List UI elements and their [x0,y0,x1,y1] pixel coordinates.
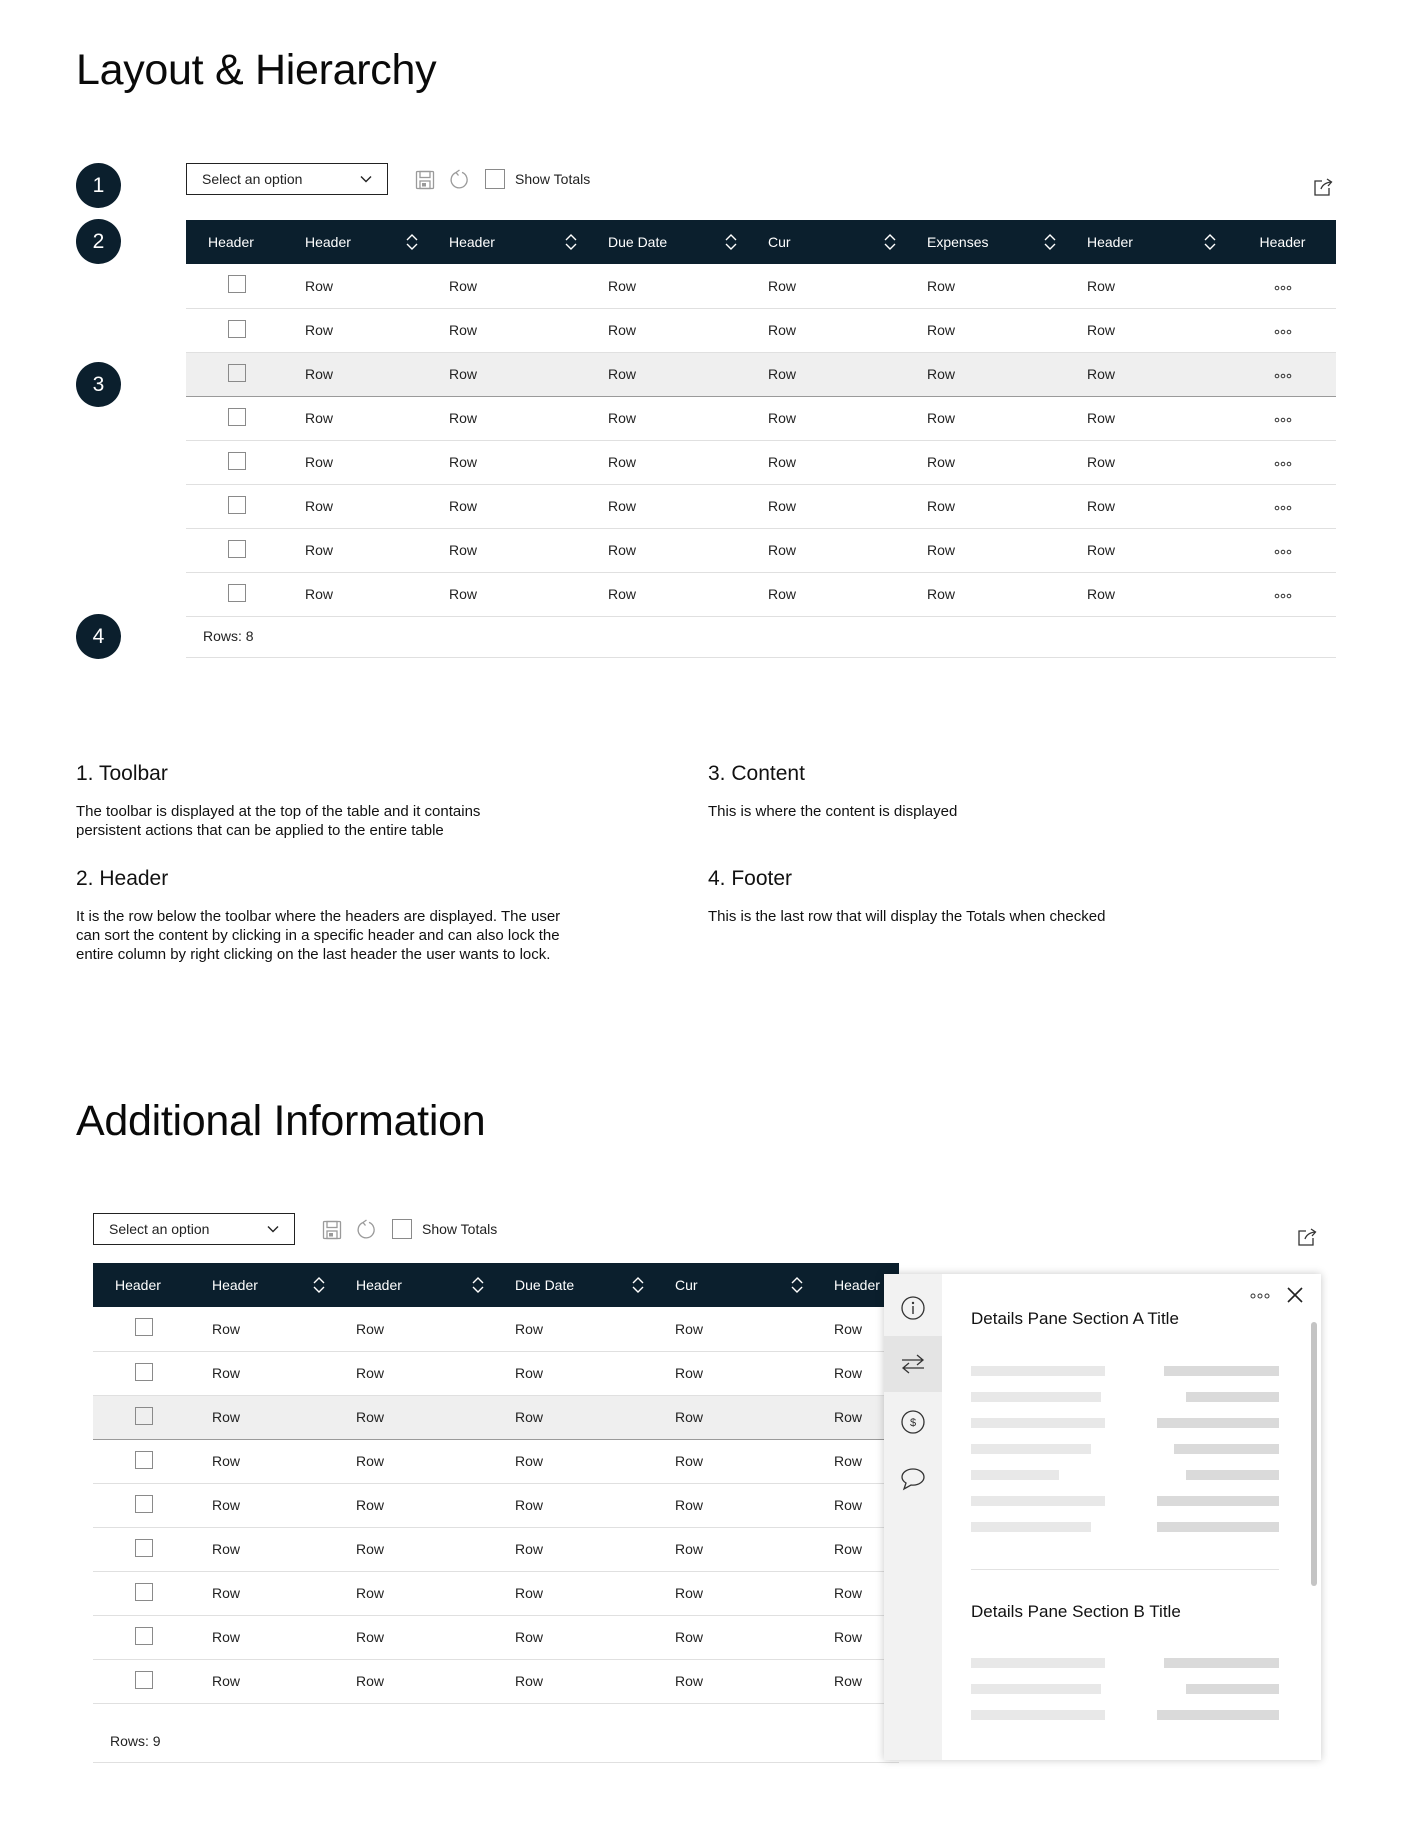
more-options-icon[interactable] [1274,373,1292,379]
table-row[interactable] [93,1615,899,1659]
table-cell: Row [497,1483,657,1527]
table-cell: Row [338,1351,497,1395]
row-checkbox[interactable] [228,408,246,426]
description-body: This is the last row that will display the Totals when checked [708,908,1106,925]
description-header [76,867,576,964]
table-body [93,1307,899,1703]
more-options-icon[interactable] [1274,285,1292,291]
sort-icon[interactable] [471,1275,485,1295]
info-icon [900,1295,926,1321]
sort-icon[interactable] [1043,232,1057,252]
option-select[interactable] [93,1213,295,1245]
row-actions-cell[interactable] [1229,528,1336,572]
table-cell: Row [816,1527,899,1571]
table-cell: Row [431,528,590,572]
table-row[interactable] [186,396,1336,440]
table-cell: Row [431,308,590,352]
select-value: Select an option [202,171,303,187]
table-cell: Row [194,1659,338,1703]
table-footer [186,614,1336,658]
table-cell: Row [750,308,909,352]
table-cell: Row [816,1571,899,1615]
step-badge-4: 4 [76,614,121,659]
table-cell: Row [497,1571,657,1615]
table-row[interactable] [93,1439,899,1483]
description-body: The toolbar is displayed at the top of the table and it contains persistent actions that can be applied to the entire table [76,803,481,839]
table-cell: Row [1069,308,1229,352]
table-cell: Row [750,264,909,308]
table-cell: Row [909,396,1069,440]
table-cell: Row [1069,264,1229,308]
table-cell: Row [590,528,750,572]
table-cell: Row [497,1615,657,1659]
table-cell: Row [194,1439,338,1483]
table-cell: Row [657,1439,816,1483]
description-body: This is where the content is displayed [708,803,958,820]
table-cell: Row [287,528,431,572]
table-cell: Row [287,396,431,440]
description-body: It is the row below the toolbar where the headers are displayed. The user can sort the content by clicking in a specific header and can also lock the entire column by right clicking on the last header the user wants to lock. [76,908,561,963]
step-badge-2: 2 [76,219,121,264]
row-checkbox[interactable] [135,1407,153,1425]
row-actions-cell[interactable] [1229,572,1336,616]
save-icon[interactable] [414,169,436,191]
row-checkbox[interactable] [228,275,246,293]
table-cell: Row [1069,572,1229,616]
table-header-row [93,1263,899,1307]
section-divider [971,1569,1279,1570]
row-checkbox[interactable] [135,1627,153,1645]
table-row[interactable] [93,1571,899,1615]
more-options-icon[interactable] [1250,1292,1270,1300]
chevron-down-icon [360,175,372,183]
row-select-cell [93,1615,194,1659]
row-checkbox[interactable] [228,540,246,558]
table-row[interactable] [186,484,1336,528]
table-row[interactable] [186,572,1336,616]
table-cell: Row [590,396,750,440]
column-header[interactable]: Header [816,1263,899,1307]
rail-swap-button[interactable] [884,1336,942,1392]
row-select-cell [93,1659,194,1703]
table-cell: Row [194,1483,338,1527]
row-actions-cell[interactable] [1229,308,1336,352]
description-toolbar [76,762,576,840]
table-cell: Row [909,572,1069,616]
table-cell: Row [338,1659,497,1703]
table-cell: Row [338,1571,497,1615]
table-row[interactable] [186,264,1336,308]
table-cell: Row [657,1307,816,1351]
sort-icon[interactable] [1203,232,1217,252]
show-totals-label: Show Totals [515,171,591,187]
column-header[interactable]: Expenses [909,220,1069,264]
table-row[interactable] [93,1527,899,1571]
table-row[interactable] [186,440,1336,484]
table-cell: Row [194,1615,338,1659]
table-footer [93,1719,899,1763]
column-header[interactable]: Due Date [590,220,750,264]
table-row[interactable] [186,308,1336,352]
table-cell: Row [431,352,590,396]
table-cell: Row [909,264,1069,308]
refresh-icon[interactable] [448,169,470,191]
more-options-icon[interactable] [1274,549,1292,555]
pane-scrollbar[interactable] [1311,1322,1317,1586]
description-title: 2. Header [76,867,169,890]
step-badge-1: 1 [76,163,121,208]
table-cell: Row [194,1395,338,1439]
chevron-down-icon [267,1225,279,1233]
description-title: 4. Footer [708,867,793,890]
table-cell: Row [909,352,1069,396]
sort-icon[interactable] [312,1275,326,1295]
description-title: 3. Content [708,762,805,785]
row-checkbox[interactable] [135,1318,153,1336]
row-select-cell [93,1395,194,1439]
row-checkbox[interactable] [135,1451,153,1469]
row-checkbox[interactable] [228,584,246,602]
table-cell: Row [816,1483,899,1527]
select-value: Select an option [109,1221,210,1237]
table-cell: Row [431,440,590,484]
row-actions-cell[interactable] [1229,396,1336,440]
comment-icon [899,1466,927,1492]
table-cell: Row [287,484,431,528]
row-select-cell [93,1571,194,1615]
more-options-icon[interactable] [1274,461,1292,467]
column-header[interactable]: Header [93,1263,194,1307]
table-cell: Row [338,1527,497,1571]
row-select-cell [93,1307,194,1351]
table-cell: Row [590,308,750,352]
table-cell: Row [497,1439,657,1483]
row-select-cell [186,264,287,308]
row-actions-cell[interactable] [1229,484,1336,528]
column-header[interactable]: Cur [657,1263,816,1307]
table-cell: Row [750,440,909,484]
more-options-icon[interactable] [1274,505,1292,511]
table-cell: Row [497,1659,657,1703]
table-cell: Row [287,308,431,352]
row-count: Rows: 9 [110,1732,161,1749]
table-cell: Row [431,572,590,616]
table-header-row [186,220,1336,264]
table-cell: Row [657,1395,816,1439]
column-header[interactable]: Header [186,220,287,264]
table-cell: Row [590,264,750,308]
table-cell: Row [816,1395,899,1439]
table-cell: Row [338,1483,497,1527]
row-select-cell [186,484,287,528]
table-row[interactable] [186,528,1336,572]
refresh-icon[interactable] [355,1219,377,1241]
table-cell: Row [431,484,590,528]
row-select-cell [186,440,287,484]
row-checkbox[interactable] [135,1363,153,1381]
page-title: Layout & Hierarchy [76,46,437,94]
rail-info-button[interactable] [884,1280,942,1336]
row-actions-cell[interactable] [1229,440,1336,484]
table-cell: Row [431,396,590,440]
table-cell: Row [497,1527,657,1571]
table-cell: Row [750,572,909,616]
row-select-cell [93,1351,194,1395]
column-header[interactable]: Header [431,220,590,264]
section-title: Additional Information [76,1097,486,1145]
table-row[interactable] [93,1307,899,1351]
row-checkbox[interactable] [135,1495,153,1513]
description-footer [708,867,1208,926]
table-cell: Row [750,352,909,396]
table-cell: Row [194,1351,338,1395]
table-cell: Row [497,1351,657,1395]
sort-icon[interactable] [631,1275,645,1295]
table-cell: Row [497,1395,657,1439]
more-options-icon[interactable] [1274,593,1292,599]
row-checkbox[interactable] [228,320,246,338]
show-totals-toggle[interactable] [485,169,590,189]
table-cell: Row [338,1395,497,1439]
sort-icon[interactable] [405,232,419,252]
sort-icon[interactable] [724,232,738,252]
sort-icon[interactable] [564,232,578,252]
table-cell: Row [497,1307,657,1351]
table-row[interactable] [186,352,1336,396]
table-cell: Row [1069,440,1229,484]
table-cell: Row [590,572,750,616]
row-select-cell [93,1439,194,1483]
row-select-cell [93,1483,194,1527]
row-actions-cell[interactable] [1229,264,1336,308]
table-cell: Row [816,1351,899,1395]
table-cell: Row [1069,352,1229,396]
row-checkbox[interactable] [228,364,246,382]
table-cell: Row [816,1615,899,1659]
row-checkbox[interactable] [228,496,246,514]
row-checkbox[interactable] [135,1539,153,1557]
table-cell: Row [1069,484,1229,528]
close-icon[interactable] [1284,1284,1306,1306]
option-select[interactable] [186,163,388,195]
table-cell: Row [750,396,909,440]
column-header[interactable]: Cur [750,220,909,264]
svg-text:$: $ [909,1417,917,1429]
table-cell: Row [338,1615,497,1659]
table-cell: Row [1069,396,1229,440]
data-table [93,1263,899,1704]
column-header[interactable]: Header [287,220,431,264]
table-cell: Row [909,308,1069,352]
table-cell: Row [194,1527,338,1571]
column-header[interactable]: Due Date [497,1263,657,1307]
table-cell: Row [657,1571,816,1615]
row-select-cell [186,308,287,352]
sort-icon[interactable] [883,232,897,252]
table-cell: Row [287,572,431,616]
description-title: 1. Toolbar [76,762,168,785]
table-cell: Row [194,1571,338,1615]
swap-icon [899,1351,927,1377]
table-cell: Row [590,440,750,484]
show-totals-checkbox[interactable] [485,169,505,189]
table-body [186,264,1336,616]
table-cell: Row [909,440,1069,484]
table-cell: Row [590,484,750,528]
row-checkbox[interactable] [135,1671,153,1689]
table-cell: Row [750,528,909,572]
table-cell: Row [816,1307,899,1351]
table-cell: Row [338,1439,497,1483]
table-cell: Row [750,484,909,528]
details-rail [884,1274,942,1760]
table-row[interactable] [93,1395,899,1439]
table-cell: Row [590,352,750,396]
row-checkbox[interactable] [135,1583,153,1601]
table-cell: Row [816,1439,899,1483]
table-cell: Row [657,1351,816,1395]
toolbar [93,1213,1320,1245]
description-content [708,762,1208,821]
section-a-title: Details Pane Section A Title [971,1309,1179,1328]
table-cell: Row [657,1527,816,1571]
details-pane [884,1274,1321,1760]
row-actions-cell[interactable] [1229,352,1336,396]
table-cell: Row [657,1615,816,1659]
table-row[interactable] [93,1483,899,1527]
table-row[interactable] [93,1351,899,1395]
rail-comment-button[interactable] [884,1451,942,1507]
row-select-cell [186,572,287,616]
table-cell: Row [287,352,431,396]
table-row[interactable] [93,1659,899,1703]
row-select-cell [93,1527,194,1571]
section-b-title: Details Pane Section B Title [971,1602,1181,1621]
table-cell: Row [194,1307,338,1351]
row-select-cell [186,352,287,396]
data-table [186,220,1336,617]
export-icon[interactable] [1312,176,1334,198]
more-options-icon[interactable] [1274,417,1292,423]
table-cell: Row [431,264,590,308]
toolbar [186,163,1336,195]
save-icon[interactable] [321,1219,343,1241]
row-select-cell [186,396,287,440]
show-totals-checkbox[interactable] [392,1219,412,1239]
show-totals-toggle[interactable] [392,1219,497,1239]
row-select-cell [186,528,287,572]
table-cell: Row [287,264,431,308]
table-cell: Row [909,484,1069,528]
table-cell: Row [816,1659,899,1703]
sort-icon[interactable] [790,1275,804,1295]
dollar-icon [900,1409,926,1435]
column-header[interactable]: Header [194,1263,338,1307]
column-header[interactable]: Header [1069,220,1229,264]
column-header[interactable]: Header [338,1263,497,1307]
rail-cost-button[interactable] [884,1394,942,1450]
show-totals-label: Show Totals [422,1221,498,1237]
table-cell: Row [1069,528,1229,572]
column-header[interactable]: Header [1229,220,1336,264]
step-badge-3: 3 [76,362,121,407]
table-cell: Row [657,1659,816,1703]
table-cell: Row [287,440,431,484]
table-cell: Row [338,1307,497,1351]
table-cell: Row [657,1483,816,1527]
table-cell: Row [909,528,1069,572]
export-icon[interactable] [1296,1226,1318,1248]
more-options-icon[interactable] [1274,329,1292,335]
row-count: Rows: 8 [203,627,254,644]
row-checkbox[interactable] [228,452,246,470]
